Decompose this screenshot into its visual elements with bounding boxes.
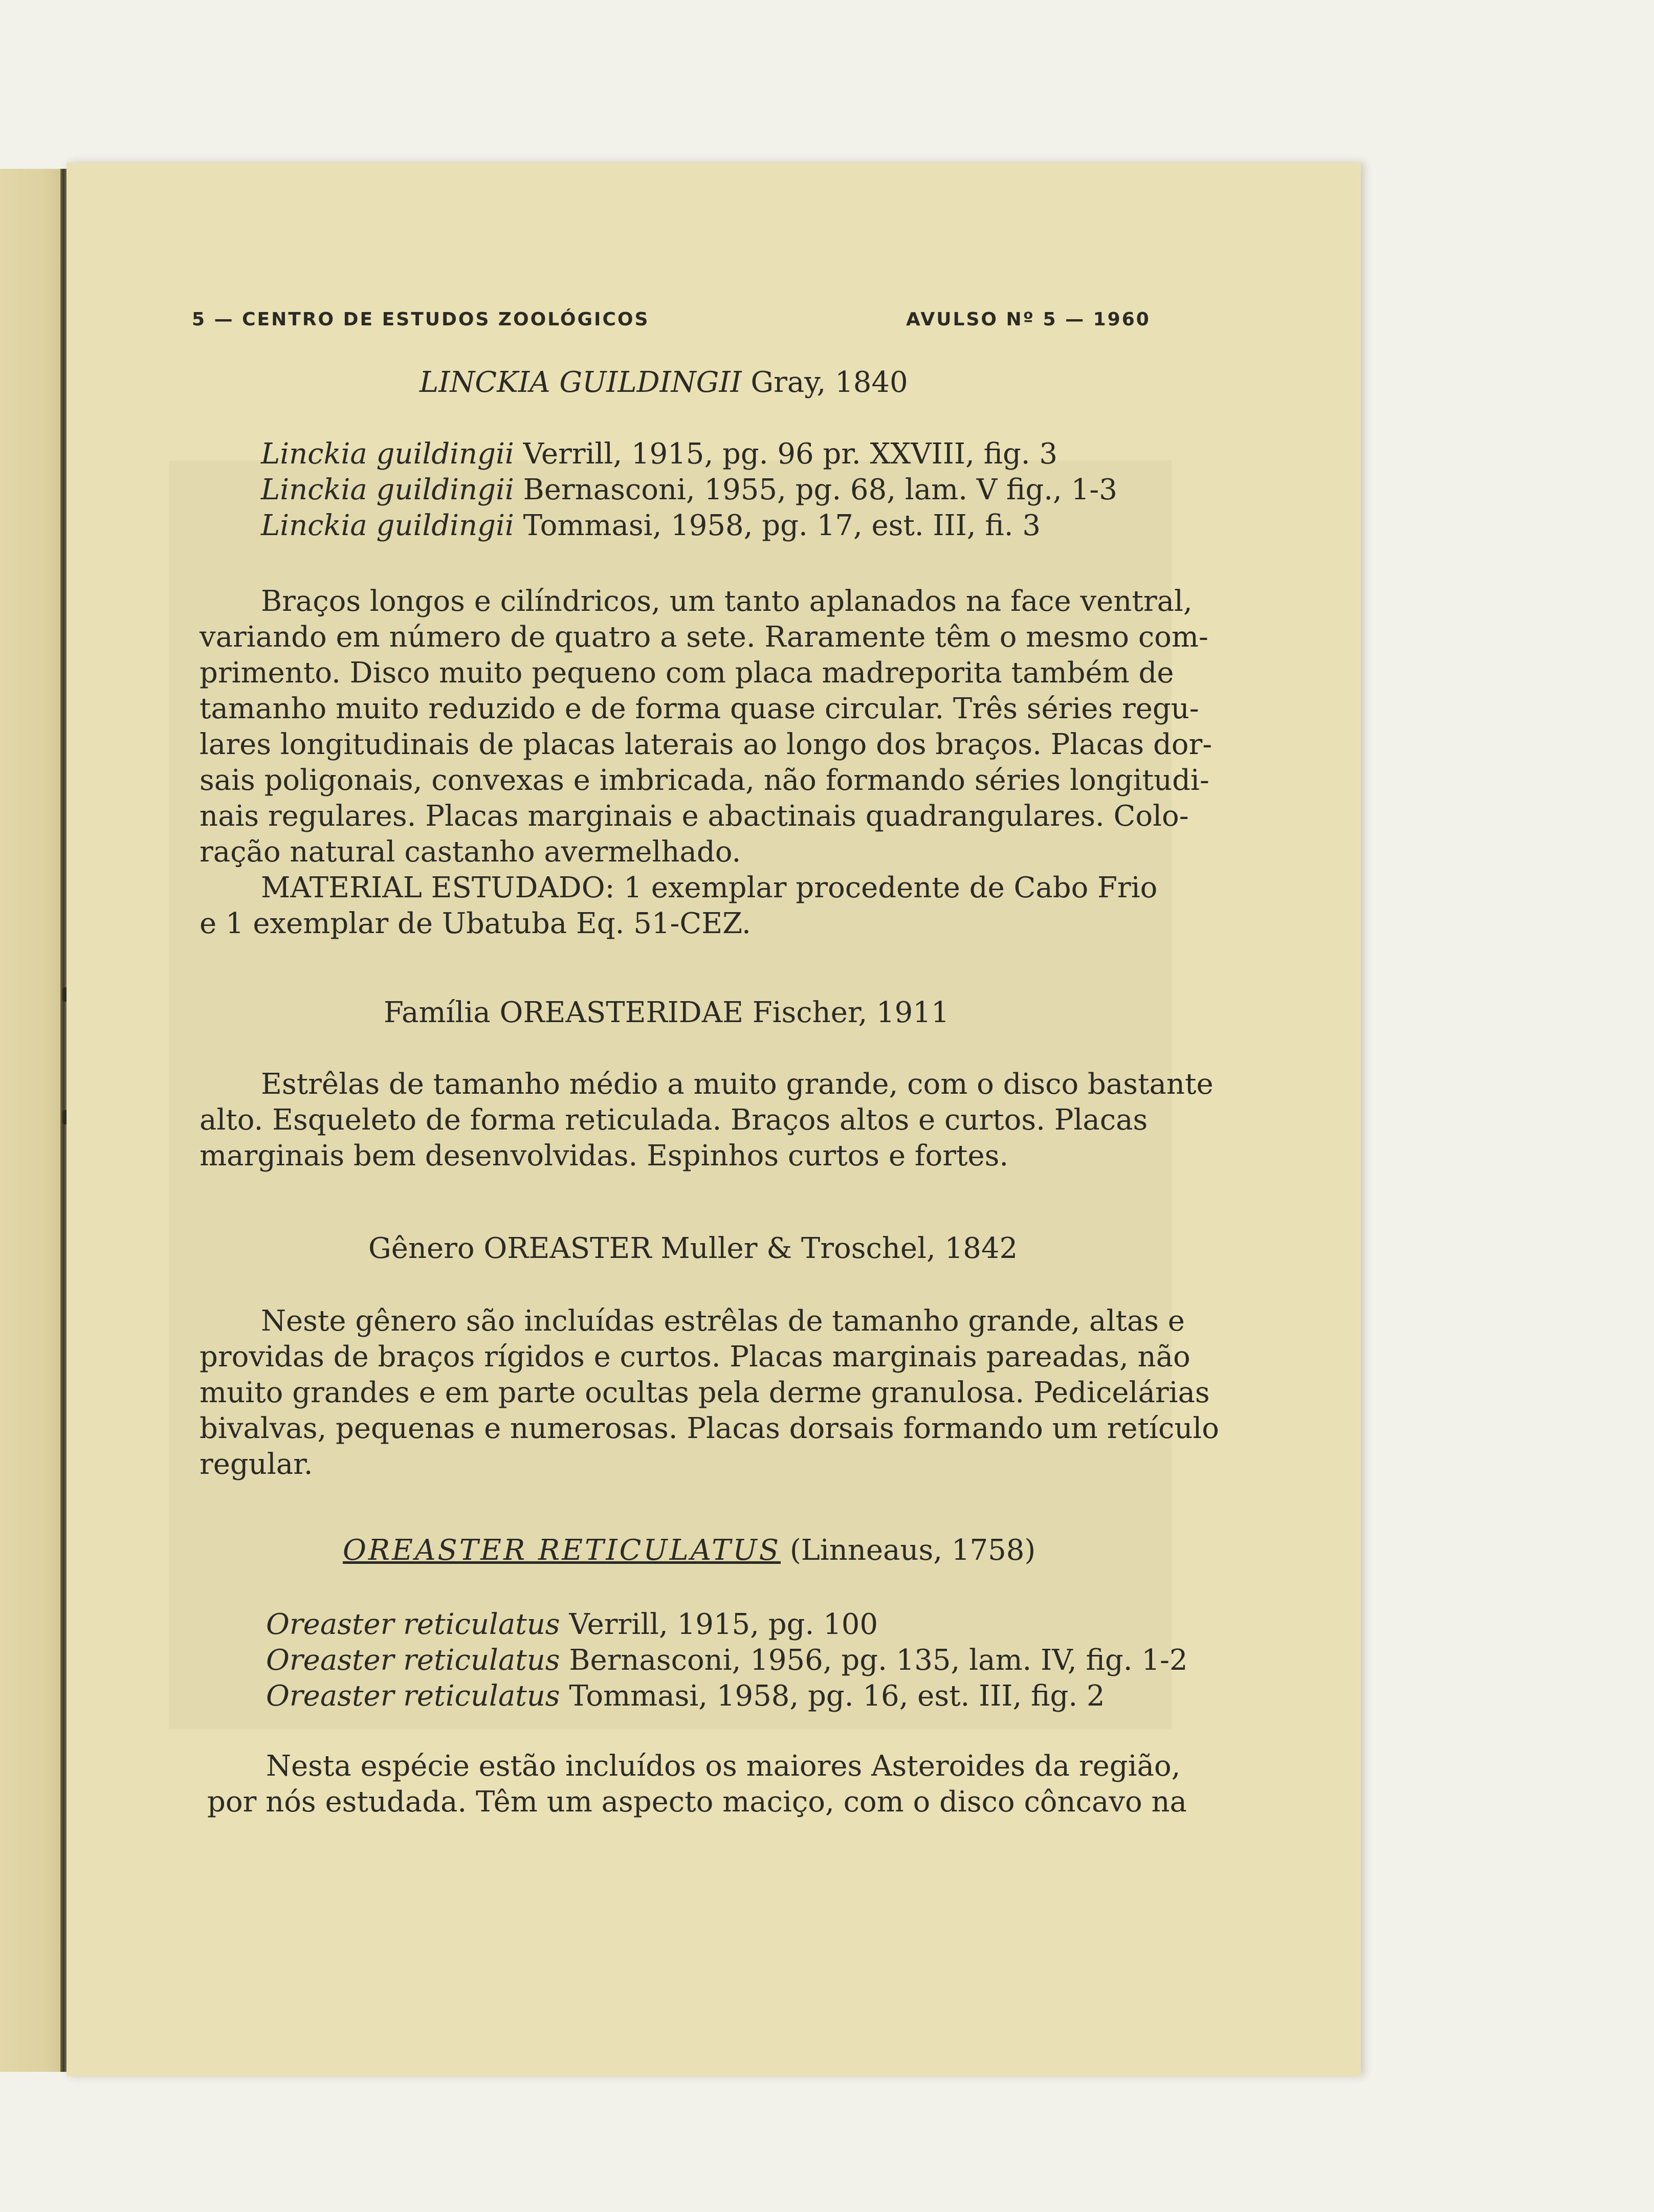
paragraph-line: Nesta espécie estão incluídos os maiores Asteroides da região,	[266, 1750, 1181, 1783]
material-line: MATERIAL ESTUDADO: 1 exemplar procedente de Cabo Frio	[261, 871, 1158, 904]
species-author: (Linneaus, 1758)	[789, 1534, 1036, 1567]
synonym-name: Linckia guildingii	[261, 437, 514, 471]
synonym-line	[261, 509, 1041, 542]
paragraph-line: variando em número de quatro a sete. Raramente têm o mesmo com-	[200, 621, 1208, 654]
synonym-line	[261, 437, 1058, 471]
paragraph-line: Braços longos e cilíndricos, um tanto aplanados na face ventral,	[261, 585, 1193, 618]
paragraph-line: alto. Esqueleto de forma reticulada. Braços altos e curtos. Placas	[200, 1103, 1148, 1137]
synonym-ref: Verrill, 1915, pg. 96 pr. XXVIII, fig. 3	[523, 437, 1058, 471]
paragraph-line: ração natural castanho avermelhado.	[200, 835, 741, 869]
paragraph-line: bivalvas, pequenas e numerosas. Placas dorsais formando um retículo	[200, 1412, 1220, 1445]
synonym-ref: Bernasconi, 1955, pg. 68, lam. V fig., 1-3	[523, 473, 1117, 506]
running-header-right: AVULSO Nº 5 — 1960	[906, 309, 1151, 330]
synonym-name: Oreaster reticulatus	[266, 1644, 560, 1677]
synonym-ref: Bernasconi, 1956, pg. 135, lam. IV, fig. 1-2	[569, 1644, 1188, 1677]
species-author: Gray, 1840	[751, 366, 908, 399]
paragraph-line: tamanho muito reduzido e de forma quase circular. Três séries regu-	[200, 692, 1199, 725]
synonym-ref: Tommasi, 1958, pg. 17, est. III, fi. 3	[523, 509, 1041, 542]
synonym-name: Linckia guildingii	[261, 473, 514, 506]
synonym-ref: Tommasi, 1958, pg. 16, est. III, fig. 2	[569, 1679, 1105, 1713]
synonym-line	[261, 473, 1117, 506]
family-heading: Família OREASTERIDAE Fischer, 1911	[384, 996, 950, 1029]
synonym-line	[266, 1679, 1105, 1713]
paragraph-line: por nós estudada. Têm um aspecto maciço, com o disco côncavo na	[207, 1785, 1187, 1819]
paragraph-line: muito grandes e em parte ocultas pela derme granulosa. Pedicelárias	[200, 1376, 1210, 1409]
material-line: e 1 exemplar de Ubatuba Eq. 51-CEZ.	[200, 907, 751, 940]
paragraph-line: Estrêlas de tamanho médio a muito grande, com o disco bastante	[261, 1068, 1214, 1101]
species-heading-oreaster	[343, 1536, 1035, 1565]
genus-heading: Gênero OREASTER Muller & Troschel, 1842	[368, 1232, 1018, 1265]
paragraph-line: primento. Disco muito pequeno com placa madreporita também de	[200, 656, 1174, 690]
paragraph-line: nais regulares. Placas marginais e abactinais quadrangulares. Colo-	[200, 800, 1189, 833]
paragraph-line: marginais bem desenvolvidas. Espinhos curtos e fortes.	[200, 1139, 1009, 1173]
running-header-left: 5 — CENTRO DE ESTUDOS ZOOLÓGICOS	[192, 309, 650, 330]
species-name: LINCKIA GUILDINGII	[420, 366, 742, 399]
paragraph-line: Neste gênero são incluídas estrêlas de tamanho grande, altas e	[261, 1304, 1185, 1338]
species-heading-linckia	[420, 368, 908, 397]
paragraph-line: providas de braços rígidos e curtos. Placas marginais pareadas, não	[200, 1340, 1190, 1374]
synonym-ref: Verrill, 1915, pg. 100	[569, 1608, 878, 1641]
left-page-edge	[0, 169, 64, 2072]
paragraph-line: sais poligonais, convexas e imbricada, não formando séries longitudi-	[200, 764, 1209, 797]
synonym-name: Oreaster reticulatus	[266, 1608, 560, 1641]
synonym-line	[266, 1610, 878, 1639]
synonym-line	[266, 1646, 1188, 1675]
paragraph-line: lares longitudinais de placas laterais ao longo dos braços. Placas dor-	[200, 728, 1212, 761]
synonym-name: Linckia guildingii	[261, 509, 514, 542]
species-name: OREASTER RETICULATUS	[343, 1534, 781, 1567]
synonym-name: Oreaster reticulatus	[266, 1679, 560, 1713]
paragraph-line: regular.	[200, 1448, 313, 1481]
